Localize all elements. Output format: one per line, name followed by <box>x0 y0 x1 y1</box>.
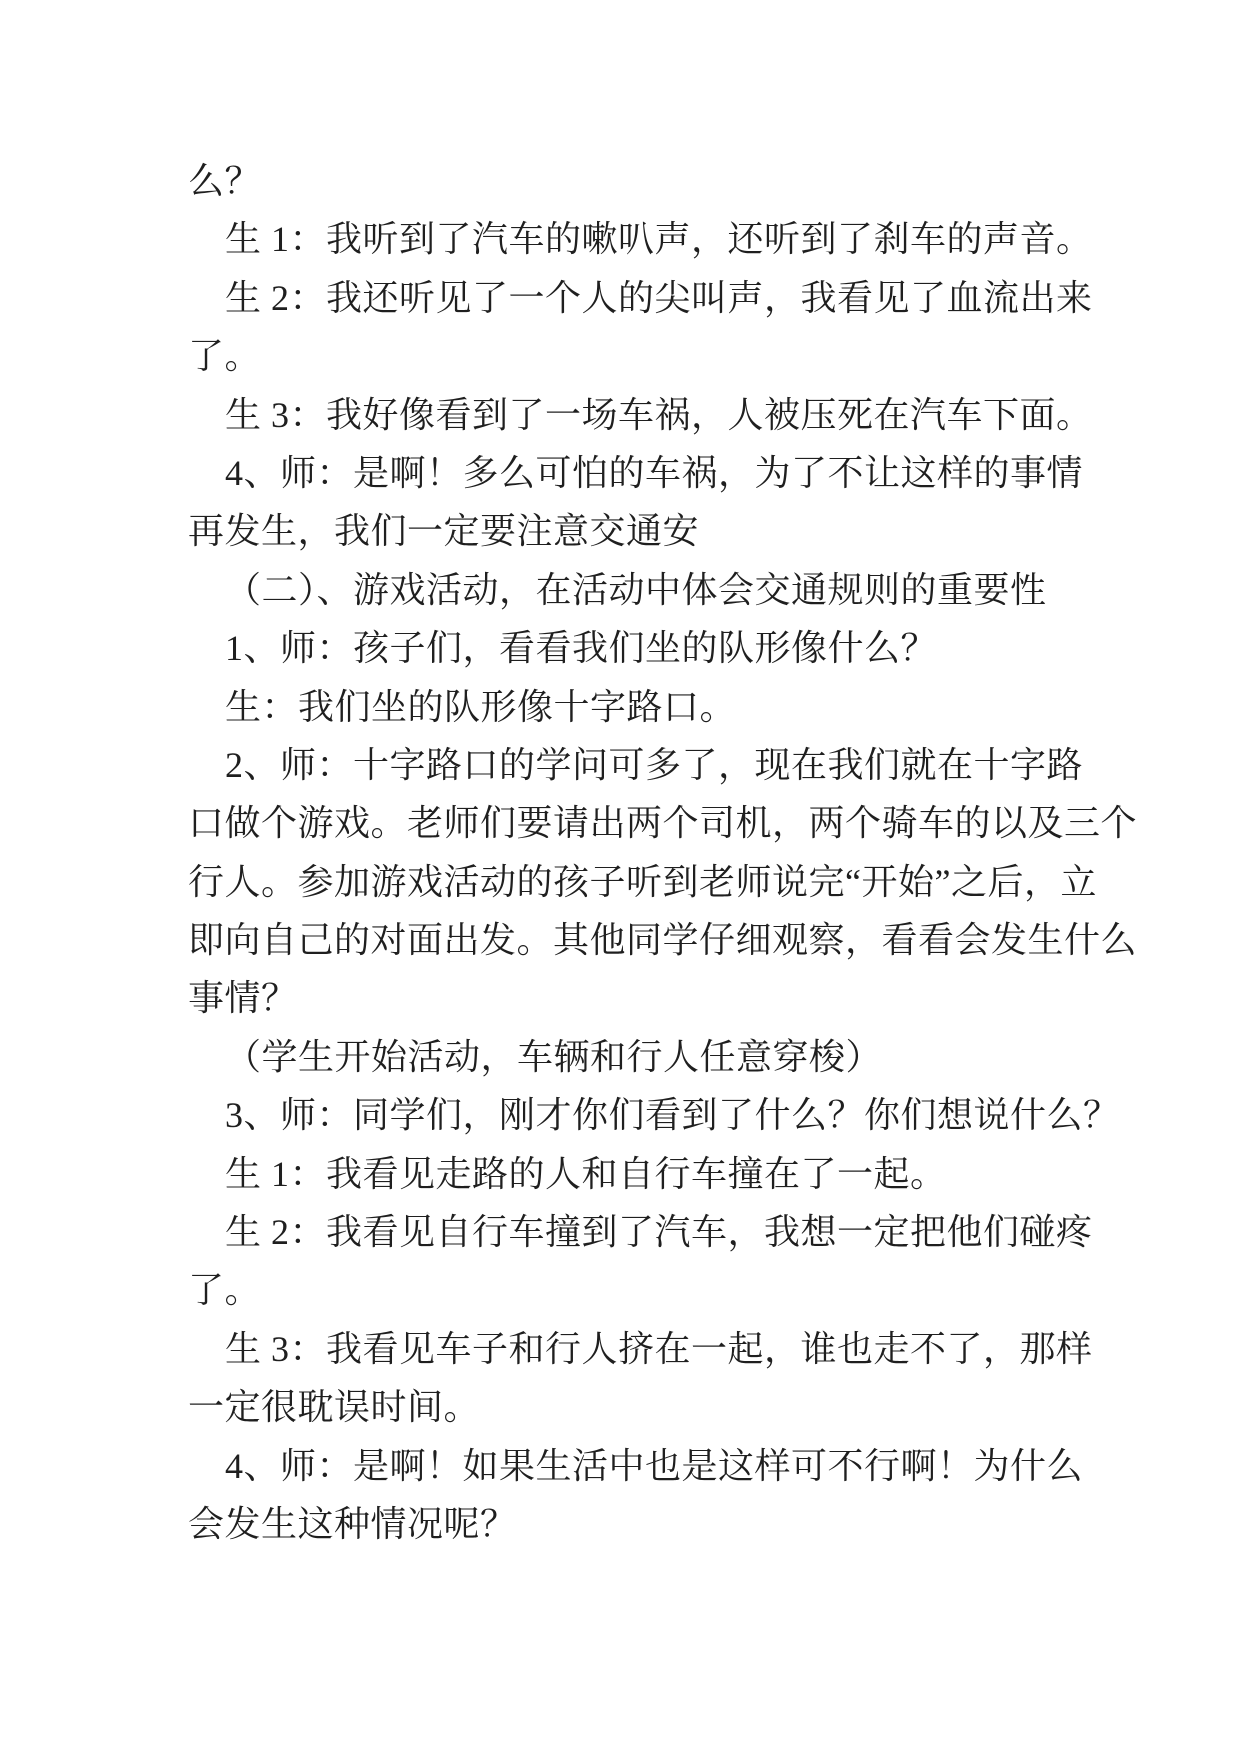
text-line: 么？ <box>188 161 262 201</box>
text-line: 生 1：我听到了汽车的嗽叭声，还听到了刹车的声音。 <box>225 219 1093 260</box>
text-line: 生 3：我看见车子和行人挤在一起，谁也走不了，那样 <box>225 1328 1093 1369</box>
text-line: 会发生这种情况呢？ <box>188 1503 517 1544</box>
text-line: 生 3：我好像看到了一场车祸，人被压死在汽车下面。 <box>225 394 1093 435</box>
text-line: 事情？ <box>188 978 298 1019</box>
text-line: 行人。参加游戏活动的孩子听到老师说完“开始”之后，立 <box>188 861 1097 902</box>
text-line: （二）、游戏活动，在活动中体会交通规则的重要性 <box>225 569 1047 610</box>
text-line: 生 2：我看见自行车撞到了汽车，我想一定把他们碰疼 <box>225 1212 1093 1253</box>
text-line: 生：我们坐的队形像十字路口。 <box>225 686 737 727</box>
text-line: 再发生，我们一定要注意交通安 <box>188 511 700 552</box>
text-line: 生 2：我还听见了一个人的尖叫声，我看见了血流出来 <box>225 277 1093 318</box>
text-line: 口做个游戏。老师们要请出两个司机，两个骑车的以及三个 <box>188 803 1138 844</box>
text-line: 2、师：十字路口的学问可多了，现在我们就在十字路 <box>225 744 1084 785</box>
text-line: 即向自己的对面出发。其他同学仔细观察，看看会发生什么 <box>188 920 1138 961</box>
document-body <box>188 152 1138 1553</box>
text-line: 1、师：孩子们，看看我们坐的队形像什么？ <box>225 628 938 669</box>
text-line: 生 1：我看见走路的人和自行车撞在了一起。 <box>225 1153 947 1194</box>
text-line: 一定很耽误时间。 <box>188 1387 481 1428</box>
text-line: 4、师：是啊！多么可怕的车祸，为了不让这样的事情 <box>225 452 1084 493</box>
text-line: 了。 <box>188 1270 262 1311</box>
text-line: 3、师：同学们，刚才你们看到了什么？你们想说什么？ <box>225 1095 1120 1136</box>
text-line: （学生开始活动，车辆和行人任意穿梭） <box>225 1036 883 1077</box>
text-line: 了。 <box>188 336 262 377</box>
text-line: 4、师：是啊！如果生活中也是这样可不行啊！为什么 <box>225 1445 1084 1486</box>
